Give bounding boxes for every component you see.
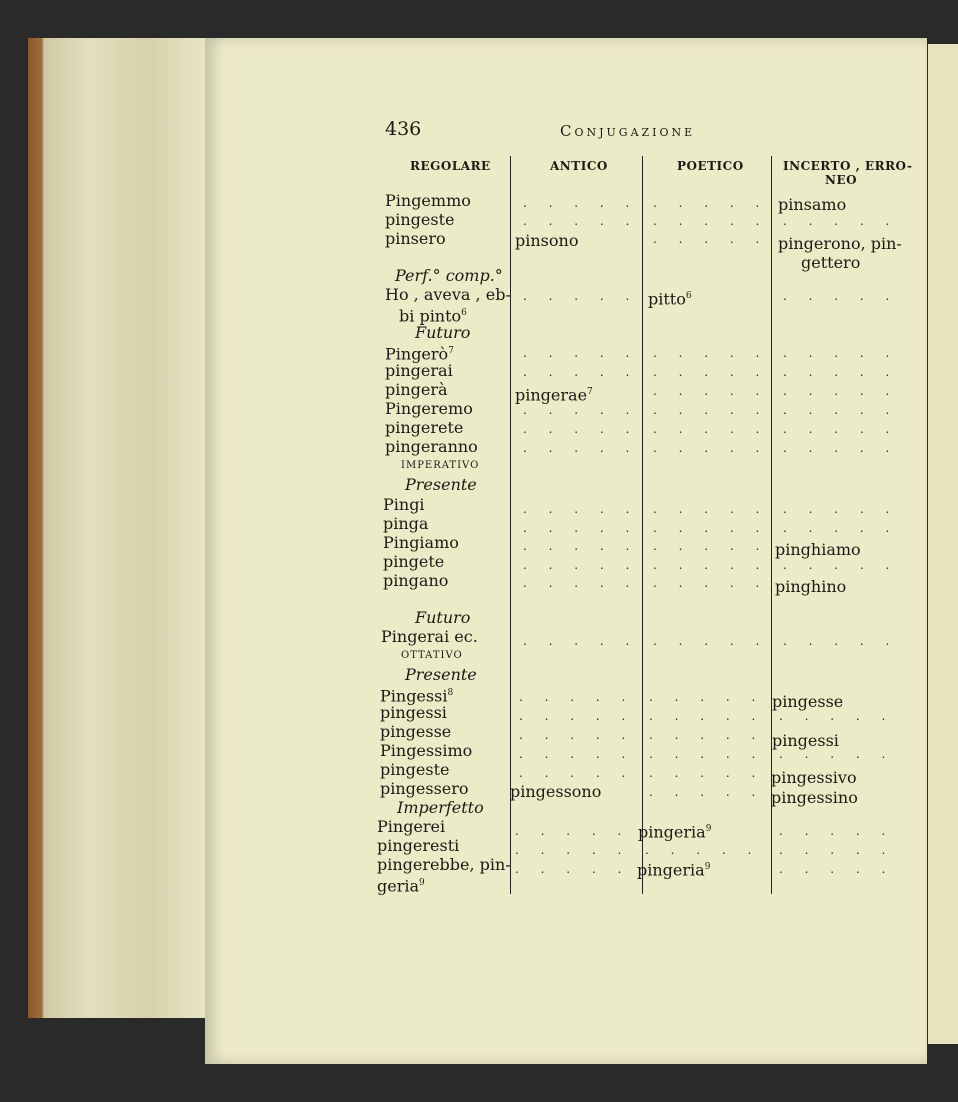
ditto-dots: . . . . .	[653, 634, 769, 648]
ditto-dots: . . . . .	[523, 502, 639, 516]
ditto-dots: . . . . .	[783, 634, 899, 648]
poetico-form: pingeria	[638, 822, 706, 842]
ditto-dots: . . . . .	[645, 843, 761, 857]
ditto-dots: . . . . .	[515, 824, 631, 838]
column-header-incerto-2: NEO	[825, 173, 858, 187]
mood-heading: IMPERATIVO	[401, 460, 480, 471]
conj-form: pingerà	[385, 380, 448, 399]
conj-form: pingeresti	[377, 836, 460, 855]
ditto-dots: . . . . .	[523, 634, 639, 648]
footnote-marker: 9	[705, 824, 712, 834]
ditto-dots: . . . . .	[779, 747, 895, 761]
conj-form: pingerete	[385, 418, 464, 437]
mood-heading: OTTATIVO	[401, 650, 463, 661]
poetico-form: pitto	[648, 289, 686, 309]
footnote-marker: 6	[461, 308, 467, 318]
incerto-form: pingesse	[772, 692, 844, 711]
ditto-dots: . . . . .	[783, 384, 899, 398]
ditto-dots: . . . . .	[523, 539, 639, 553]
ditto-dots: . . . . .	[523, 214, 639, 228]
conj-form: geria	[377, 876, 420, 896]
ditto-dots: . . . . .	[783, 502, 899, 516]
conj-form: Pingessi	[380, 686, 448, 706]
ditto-dots: . . . . .	[653, 365, 769, 379]
tense-heading: Presente	[405, 475, 477, 494]
conj-form: Pingerai ec.	[381, 627, 478, 646]
conj-form: pingeste	[385, 210, 455, 229]
ditto-dots: . . . . .	[519, 747, 635, 761]
poetico-form: pingeria	[637, 860, 705, 880]
ditto-dots: . . . . .	[649, 766, 765, 780]
ditto-dots: . . . . .	[653, 196, 769, 210]
ditto-dots: . . . . .	[783, 403, 899, 417]
conj-form: Pingerò	[385, 344, 449, 364]
ditto-dots: . . . . .	[653, 521, 769, 535]
ditto-dots: . . . . .	[649, 690, 765, 704]
ditto-dots: . . . . .	[523, 422, 639, 436]
conj-form: pingessi	[380, 703, 447, 722]
ditto-dots: . . . . .	[779, 862, 895, 876]
conj-form: bi pinto	[399, 306, 462, 326]
ditto-dots: . . . . .	[779, 824, 895, 838]
ditto-dots: . . . . .	[523, 196, 639, 210]
conj-form: Pingessimo	[380, 741, 473, 760]
ditto-dots: . . . . .	[653, 422, 769, 436]
footnote-marker: 9	[419, 878, 425, 888]
footnote-marker: 6	[685, 291, 692, 301]
ditto-dots: . . . . .	[523, 403, 639, 417]
conj-form: pingessero	[380, 779, 469, 798]
ditto-dots: . . . . .	[515, 843, 631, 857]
conj-form: Ho , aveva , eb-	[385, 285, 511, 304]
conj-form: Pingiamo	[383, 533, 459, 552]
conj-form: pinsero	[385, 229, 446, 248]
book-edge	[28, 38, 228, 1018]
ditto-dots: . . . . .	[523, 365, 639, 379]
ditto-dots: . . . . .	[649, 728, 765, 742]
conj-form: pingeste	[380, 760, 450, 779]
footnote-marker: 8	[447, 688, 454, 698]
ditto-dots: . . . . .	[653, 214, 769, 228]
incerto-form: pingessino	[771, 788, 858, 807]
ditto-dots: . . . . .	[515, 862, 631, 876]
tense-heading: Futuro	[415, 608, 471, 627]
conj-form: pinga	[383, 514, 429, 533]
ditto-dots: . . . . .	[523, 521, 639, 535]
tense-heading: Perf.°	[395, 266, 446, 285]
footnote-marker: 7	[587, 387, 593, 397]
ditto-dots: . . . . .	[649, 709, 765, 723]
incerto-form: pingessi	[772, 731, 839, 750]
ditto-dots: . . . . .	[653, 403, 769, 417]
ditto-dots: . . . . .	[653, 346, 769, 360]
column-header-incerto: INCERTO , ERRO-	[783, 159, 913, 173]
ditto-dots: . . . . .	[783, 214, 899, 228]
conj-form: Pingerei	[377, 817, 446, 836]
ditto-dots: . . . . .	[779, 709, 895, 723]
conj-form: Pingi	[383, 495, 425, 514]
footnote-marker: 9	[704, 862, 711, 872]
ditto-dots: . . . . .	[523, 576, 639, 590]
antico-form: pingessono	[510, 782, 602, 801]
ditto-dots: . . . . .	[519, 766, 635, 780]
conj-form: pingeranno	[385, 437, 478, 456]
conj-form: pingesse	[380, 722, 452, 741]
ditto-dots: . . . . .	[783, 441, 899, 455]
tense-heading: Imperfetto	[397, 798, 484, 817]
ditto-dots: . . . . .	[783, 558, 899, 572]
ditto-dots: . . . . .	[519, 690, 635, 704]
ditto-dots: . . . . .	[783, 289, 899, 303]
facing-page-edge	[928, 44, 958, 1044]
tense-heading: Presente	[405, 665, 477, 684]
ditto-dots: . . . . .	[523, 558, 639, 572]
ditto-dots: . . . . .	[783, 346, 899, 360]
column-header-antico: ANTICO	[550, 159, 608, 173]
column-header-poetico: POETICO	[677, 159, 744, 173]
incerto-form: pinghiamo	[775, 540, 861, 559]
ditto-dots: . . . . .	[523, 289, 639, 303]
ditto-dots: . . . . .	[653, 558, 769, 572]
ditto-dots: . . . . .	[653, 384, 769, 398]
ditto-dots: . . . . .	[523, 346, 639, 360]
incerto-form: gettero	[801, 253, 861, 272]
conj-form: pingete	[383, 552, 445, 571]
incerto-form: pingerono, pin-	[778, 234, 902, 253]
ditto-dots: . . . . .	[783, 422, 899, 436]
incerto-form: pingessivo	[771, 768, 857, 787]
conj-form: pingano	[383, 571, 449, 590]
antico-form: pingerae	[515, 385, 588, 405]
ditto-dots: . . . . .	[519, 728, 635, 742]
ditto-dots: . . . . .	[653, 441, 769, 455]
running-title: Conjugazione	[560, 122, 696, 140]
footnote-marker: 7	[448, 346, 454, 356]
tense-heading: comp.°	[445, 266, 503, 285]
ditto-dots: . . . . .	[653, 232, 769, 246]
page-number: 436	[385, 118, 422, 140]
ditto-dots: . . . . .	[783, 365, 899, 379]
ditto-dots: . . . . .	[519, 709, 635, 723]
book-page	[205, 38, 927, 1064]
ditto-dots: . . . . .	[649, 747, 765, 761]
ditto-dots: . . . . .	[649, 785, 765, 799]
incerto-form: pinghino	[775, 577, 847, 596]
ditto-dots: . . . . .	[653, 576, 769, 590]
ditto-dots: . . . . .	[653, 502, 769, 516]
tense-heading: Futuro	[415, 323, 471, 342]
ditto-dots: . . . . .	[779, 843, 895, 857]
ditto-dots: . . . . .	[653, 539, 769, 553]
incerto-form: pinsamo	[778, 195, 847, 214]
column-header-regolare: REGOLARE	[410, 159, 491, 173]
conj-form: pingerai	[385, 361, 453, 380]
ditto-dots: . . . . .	[783, 521, 899, 535]
conj-form: Pingeremo	[385, 399, 473, 418]
conj-form: Pingemmo	[385, 191, 471, 210]
conj-form: pingerebbe, pin-	[377, 855, 511, 874]
ditto-dots: . . . . .	[523, 441, 639, 455]
column-rule	[642, 156, 643, 894]
antico-form: pinsono	[515, 231, 579, 250]
